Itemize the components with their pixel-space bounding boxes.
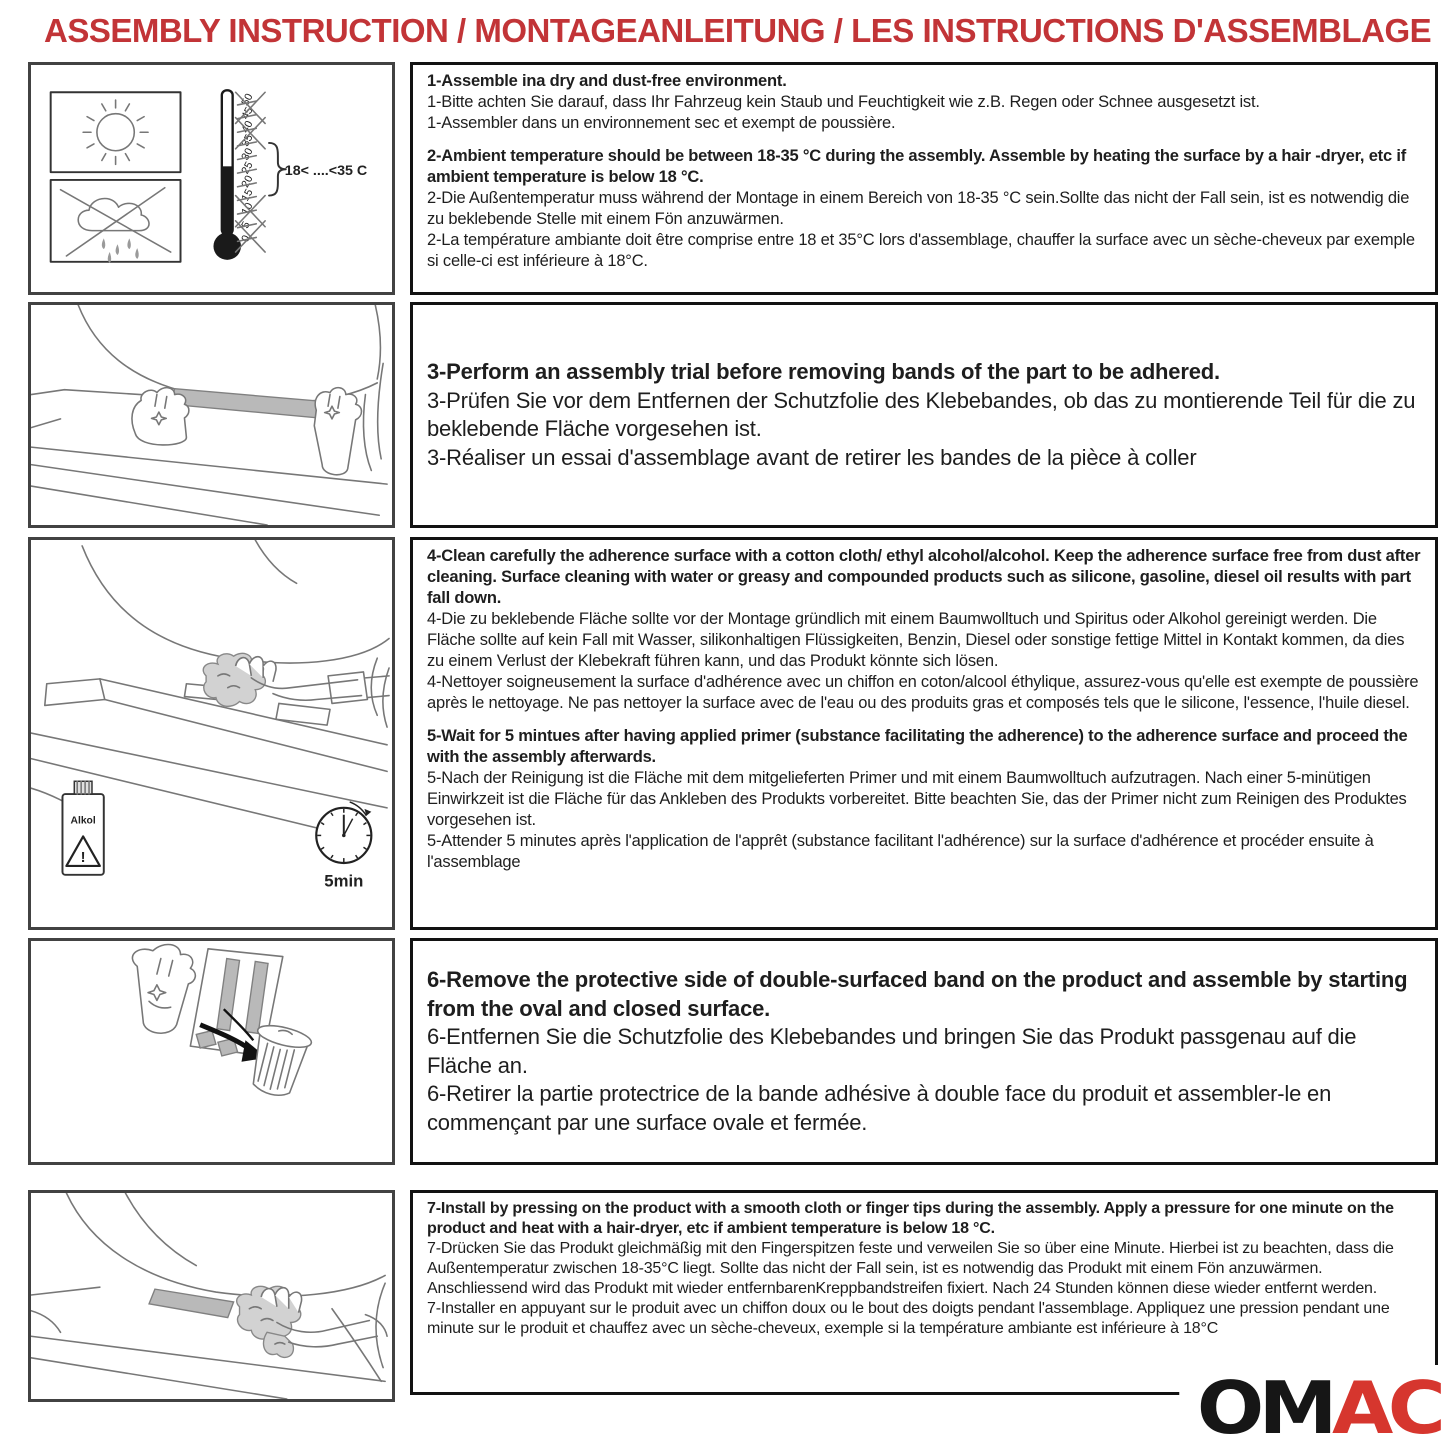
- sun-icon: [51, 92, 181, 172]
- svg-text:15: 15: [239, 187, 256, 204]
- text-step-1-2: [410, 62, 1438, 295]
- no-rain-icon: [51, 180, 181, 263]
- step-7-fr: 7-Installer en appuyant sur le produit avec un chiffon doux ou le bout des doigts pendant l'assemblage. Appliquez une pression pendant une minute sur le produit et chauffez avec un sèche-cheveux, exemple si la température ambiante est inférieure à 18°C: [427, 1300, 1390, 1337]
- text-step-3: [410, 302, 1438, 528]
- svg-text:!: !: [80, 850, 86, 867]
- step-5: [427, 726, 1421, 873]
- illustration-cleaning: [28, 537, 395, 930]
- step-2-de: 2-Die Außentemperatur muss während der Montage in einem Bereich von 18-35 °C sein.Sollte das nicht der Fall sein, ist es notwendig die zu beklebende Stelle mit einem Fön anzuwärmen.: [427, 189, 1410, 228]
- environment-temperature-drawing: [31, 65, 392, 292]
- step-4-de: 4-Die zu beklebende Fläche sollte vor der Montage gründlich mit einem Baumwolltuch und Spiritus oder Alkohol gereinigt werden. Die Fläche sollte auf kein Fall mit Wasser, silikonhaltigen Flüssigkeiten, Benzin, Diesel oder sonstige fettige Mittel in Kontakt kommen, da dies zu einem Verlust der Klebekraft führen kann, und das Produkt könnte sich lösen.: [427, 610, 1405, 670]
- step-6-fr: 6-Retirer la partie protectrice de la bande adhésive à double face du produit et assembler-le en commençant par une surface ovale et fermée.: [427, 1081, 1332, 1135]
- svg-text:50: 50: [239, 91, 256, 108]
- step-4-fr: 4-Nettoyer soigneusement la surface d'adhérence avec un chiffon en coton/alcool éthylique, assurez-vous qu'elle est exempte de poussière après le nettoyage. Ne pas nettoyer la surface avec de l'eau ou des produits gras et composés tels que le silicone, l'essence, l'huile diesel.: [427, 673, 1419, 712]
- car-door-sill-drawing: [31, 1193, 385, 1399]
- hand-icon: [132, 945, 195, 1034]
- svg-text:25: 25: [239, 159, 256, 176]
- row-step-1-2: [28, 62, 1438, 295]
- svg-text:0: 0: [239, 233, 253, 245]
- thermometer-icon: [213, 90, 367, 260]
- left-hand-icon: [132, 388, 189, 445]
- range-brace: [269, 143, 286, 196]
- step-1-fr: 1-Assembler dans un environnement sec et exempt de poussière.: [427, 114, 896, 132]
- clock-icon: [316, 802, 371, 891]
- svg-text:45: 45: [239, 105, 256, 122]
- cleaning-drawing: [31, 540, 392, 927]
- row-step-3: [28, 302, 1438, 528]
- omac-logo-red-letters: AC: [1331, 1366, 1440, 1445]
- step-3-fr: 3-Réaliser un essai d'assemblage avant de retirer les bandes de la pièce à coller: [427, 444, 1197, 470]
- assembly-trial-drawing: [31, 305, 392, 525]
- step-2-fr: 2-La température ambiante doit être comprise entre 18 et 35°C lors d'assemblage, chauffer la surface avec un sèche-cheveux par exemple si celle-ci est inférieure à 18°C.: [427, 231, 1415, 270]
- step-5-en: 5-Wait for 5 mintues after having applied primer (substance facilitating the adherence) to the adherence surface and proceed the with the assembly afterwards.: [427, 727, 1408, 766]
- alcohol-bottle-icon: [62, 781, 103, 875]
- remove-band-drawing: [31, 941, 392, 1162]
- step-5-de: 5-Nach der Reinigung ist die Fläche mit dem mitgelieferten Primer und mit einem Baumwolltuch aufzutragen. Nach einer 5-minütigen Einwirkzeit ist die Fläche für das Ankleben des Produkts vorbereitet. Bitte beachten Sie, das der Primer nicht zum Reinigen des Produktes vorgesehen ist.: [427, 769, 1407, 829]
- illustration-press-install: [28, 1190, 395, 1402]
- step-1-de: 1-Bitte achten Sie darauf, dass Ihr Fahrzeug kein Staub und Feuchtigkeit wie z.B. Regen oder Schnee ausgesetzt ist.: [427, 93, 1260, 111]
- row-step-4-5: [28, 537, 1438, 930]
- step-1-en: 1-Assemble ina dry and dust-free environment.: [427, 72, 787, 90]
- page-title: ASSEMBLY INSTRUCTION / MONTAGEANLEITUNG / LES INSTRUCTIONS D'ASSEMBLAGE: [44, 12, 1432, 49]
- alcohol-bottle-label: Alkol: [70, 815, 96, 827]
- svg-text:35: 35: [239, 132, 256, 149]
- text-step-6: [410, 938, 1438, 1165]
- timer-label: 5min: [324, 871, 364, 891]
- step-3-en: 3-Perform an assembly trial before removing bands of the part to be adhered.: [427, 359, 1220, 384]
- step-1: [427, 71, 1421, 134]
- temperature-range-label: 18< ....<35 C: [284, 163, 368, 180]
- step-7-en: 7-Install by pressing on the product with a smooth cloth or finger tips during the assembly. Apply a pressure for one minute on the product and heat with a hair-dryer, etc if ambient temperature is below 18 °C.: [427, 1200, 1394, 1237]
- step-3-de: 3-Prüfen Sie vor dem Entfernen der Schutzfolie des Klebebandes, ob das zu montierende Teil für die zu beklebende Fläche vorgesehen ist.: [427, 387, 1416, 441]
- door-sill-strip: [171, 389, 322, 418]
- row-step-6: [28, 938, 1438, 1165]
- step-4: [427, 546, 1421, 714]
- svg-text:20: 20: [239, 173, 256, 190]
- right-hand-icon: [314, 388, 361, 475]
- text-step-4-5: [410, 537, 1438, 930]
- svg-text:10: 10: [239, 200, 256, 217]
- step-6-de: 6-Entfernen Sie die Schutzfolie des Klebebandes und bringen Sie das Produkt passgenau auf die Fläche an.: [427, 1024, 1357, 1078]
- illustration-remove-band: [28, 938, 395, 1165]
- cleaning-cloth-hand-icon: [203, 653, 389, 706]
- omac-logo-black-letters: OM: [1196, 1366, 1332, 1445]
- svg-text:5: 5: [239, 219, 253, 231]
- step-7: [427, 1199, 1421, 1339]
- illustration-environment-temperature: [28, 62, 395, 295]
- step-2: [427, 146, 1421, 272]
- omac-logo: [1179, 1365, 1440, 1445]
- step-4-en: 4-Clean carefully the adherence surface with a cotton cloth/ ethyl alcohol/alcohol. Keep the adherence surface free from dust after cleaning. Surface cleaning with water or greasy and compounded products such as silicone, gasoline, diesel oil results with part fall down.: [427, 547, 1421, 607]
- svg-text:30: 30: [239, 146, 256, 163]
- step-5-fr: 5-Attender 5 minutes après l'application de l'apprêt (substance facilitant l'adhérence) sur la surface d'adhérence et procéder ensuite à l'assemblage: [427, 832, 1374, 871]
- illustration-assembly-trial: [28, 302, 395, 528]
- step-6-en: 6-Remove the protective side of double-surfaced band on the product and assemble by starting from the oval and closed surface.: [427, 967, 1408, 1021]
- step-7-de: 7-Drücken Sie das Produkt gleichmäßig mit den Fingerspitzen feste und verweilen Sie so über eine Minute. Hierbei ist zu beachten, dass die Außentemperatur zwischen 18-35°C liegt. Sollte das nicht der Fall sein, ist es notwendig das Produkt mit einem Fön anzuwärmen. Anschliessend wird das Produkt mit wieder entfernbarenKreppbandstreifen fixiert. Nach 24 Stunden können diese wieder entfernt werden.: [427, 1240, 1394, 1297]
- svg-text:40: 40: [239, 118, 256, 136]
- step-2-en: 2-Ambient temperature should be between 18-35 °C during the assembly. Assemble by heating the surface by a hair -dryer, etc if ambient temperature is below 18 °C.: [427, 147, 1407, 186]
- press-install-drawing: [31, 1193, 392, 1399]
- pressing-hand-cloth-icon: [237, 1286, 387, 1357]
